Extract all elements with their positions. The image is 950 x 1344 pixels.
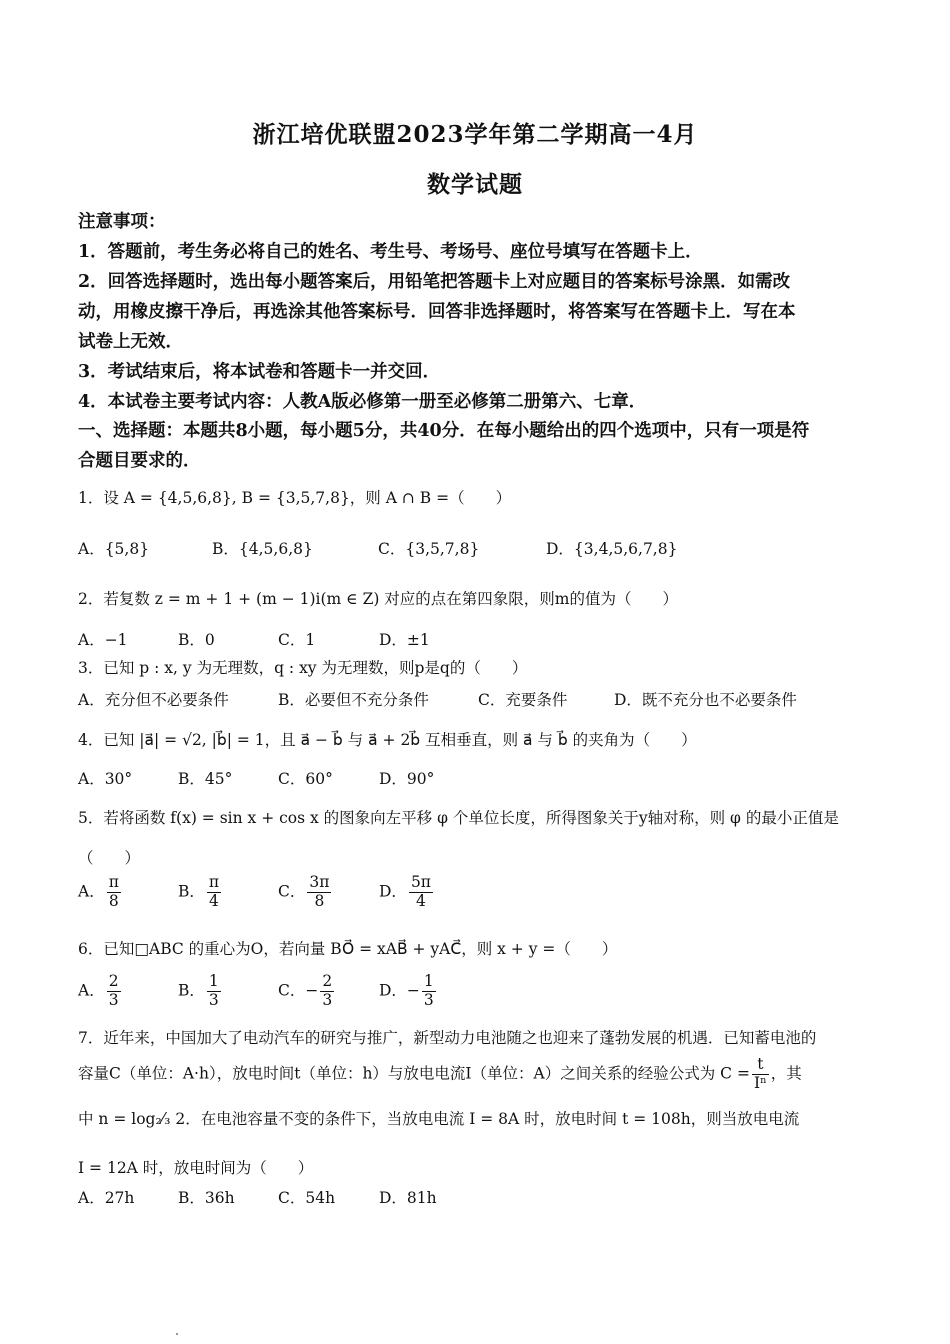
notes-heading: 注意事项：: [78, 212, 166, 232]
fraction: $\frac{2}{3}$: [322, 972, 333, 1009]
question-1-stem: 1．设 A = {4,5,6,8}, B = {3,5,7,8}，则 A ∩ B =（ ）: [78, 489, 512, 507]
option-a: A．{5,8}: [78, 540, 150, 558]
note-1: 1．答题前，考生务必将自己的姓名、考生号、考场号、座位号填写在答题卡上．: [78, 242, 703, 262]
question-6-stem: 6．已知□ABC 的重心为O，若向量 BO⃗ = xAB⃗ + yAC⃗，则 x + y =（ ）: [78, 940, 618, 958]
question-7-line-4: I = 12A 时，放电时间为（ ）: [78, 1159, 314, 1177]
question-4-stem: 4．已知 |a⃗| = √2, |b⃗| = 1，且 a⃗ − b⃗ 与 a⃗ + 2b⃗ 互相垂直，则 a⃗ 与 b⃗ 的夹角为（ ）: [78, 731, 697, 749]
option-c: C．充要条件: [478, 691, 568, 709]
fraction: $\frac{5\pi}{4}$: [410, 873, 431, 910]
option-d: D．81h: [379, 1189, 437, 1207]
option-b: B．0: [178, 631, 215, 649]
option-c: C．1: [278, 631, 316, 649]
option-a: A． $\frac{2}{3}$: [78, 972, 119, 1009]
scan-speck: [176, 1333, 178, 1335]
option-c: C． $\frac{3\pi}{8}$: [278, 873, 330, 910]
fraction: $\frac{t}{\text{Iⁿ}}$: [753, 1055, 767, 1092]
note-3: 3．考试结束后，将本试卷和答题卡一并交回．: [78, 362, 441, 382]
question-2-stem: 2．若复数 z = m + 1 + (m − 1)i(m ∈ Z) 对应的点在第四象限，则m的值为（ ）: [78, 590, 679, 608]
option-c: C．60°: [278, 770, 333, 788]
option-b: B．45°: [178, 770, 233, 788]
option-a: A．27h: [78, 1189, 135, 1207]
option-b: B．{4,5,6,8}: [212, 540, 313, 558]
fraction: $\frac{3\pi}{8}$: [309, 873, 330, 910]
section-heading-line-1: 一、选择题：本题共8小题，每小题5分，共40分．在每小题给出的四个选项中，只有一项是符: [78, 421, 810, 441]
option-c: C．{3,5,7,8}: [378, 540, 480, 558]
fraction: $\frac{1}{3}$: [208, 972, 219, 1009]
option-d: D． $\frac{5\pi}{4}$: [379, 873, 431, 910]
fraction: $\frac{1}{3}$: [423, 972, 434, 1009]
question-3-stem: 3．已知 p : x, y 为无理数，q : xy 为无理数，则p是q的（ ）: [78, 659, 528, 677]
option-b: B．必要但不充分条件: [278, 691, 429, 709]
exam-title: 浙江培优联盟2023学年第二学期高一4月: [252, 121, 698, 148]
exam-subtitle: 数学试题: [427, 171, 523, 198]
fraction: $\frac{\pi}{4}$: [208, 873, 220, 910]
question-7-line-2: 容量C（单位：A·h），放电时间t（单位：h）与放电电流I（单位：A）之间关系的经验公式为 C = $\frac{t}{\text{Iⁿ}}$ ，其: [78, 1055, 802, 1092]
option-a: A．30°: [78, 770, 133, 788]
option-d: D．90°: [379, 770, 435, 788]
question-5-stem-line-2: （ ）: [78, 849, 141, 867]
note-2-line-3: 试卷上无效．: [78, 332, 183, 352]
note-2-line-1: 2．回答选择题时，选出每小题答案后，用铅笔把答题卡上对应题目的答案标号涂黑．如需改: [78, 272, 791, 292]
question-7-line-3: 中 n = log₂⁄₃ 2．在电池容量不变的条件下，当放电电流 I = 8A 时，放电时间 t = 108h，则当放电电流: [78, 1110, 800, 1128]
option-c: C．− $\frac{2}{3}$: [278, 972, 333, 1009]
fraction: $\frac{\pi}{8}$: [108, 873, 119, 910]
question-7-line-1: 7．近年来，中国加大了电动汽车的研究与推广，新型动力电池随之也迎来了蓬勃发展的机遇．已知蓄电池的: [78, 1029, 817, 1047]
note-4: 4．本试卷主要考试内容：人教A版必修第一册至必修第二册第六、七章．: [78, 392, 647, 412]
option-d: D．既不充分也不必要条件: [614, 691, 797, 709]
fraction: $\frac{2}{3}$: [108, 972, 119, 1009]
option-b: B．36h: [178, 1189, 235, 1207]
option-a: A．充分但不必要条件: [78, 691, 229, 709]
option-d: D．{3,4,5,6,7,8}: [546, 540, 678, 558]
option-d: D．±1: [379, 631, 430, 649]
option-a: A． $\frac{\pi}{8}$: [78, 873, 119, 910]
question-5-stem-line-1: 5．若将函数 f(x) = sin x + cos x 的图象向左平移 φ 个单位长度，所得图象关于y轴对称，则 φ 的最小正值是: [78, 809, 839, 827]
section-heading-line-2: 合题目要求的．: [78, 451, 201, 471]
note-2-line-2: 动，用橡皮擦干净后，再选涂其他答案标号．回答非选择题时，将答案写在答题卡上．写在本: [78, 302, 796, 322]
option-b: B． $\frac{\pi}{4}$: [178, 873, 220, 910]
option-c: C．54h: [278, 1189, 336, 1207]
option-b: B． $\frac{1}{3}$: [178, 972, 219, 1009]
option-a: A．−1: [78, 631, 128, 649]
option-d: D．− $\frac{1}{3}$: [379, 972, 434, 1009]
